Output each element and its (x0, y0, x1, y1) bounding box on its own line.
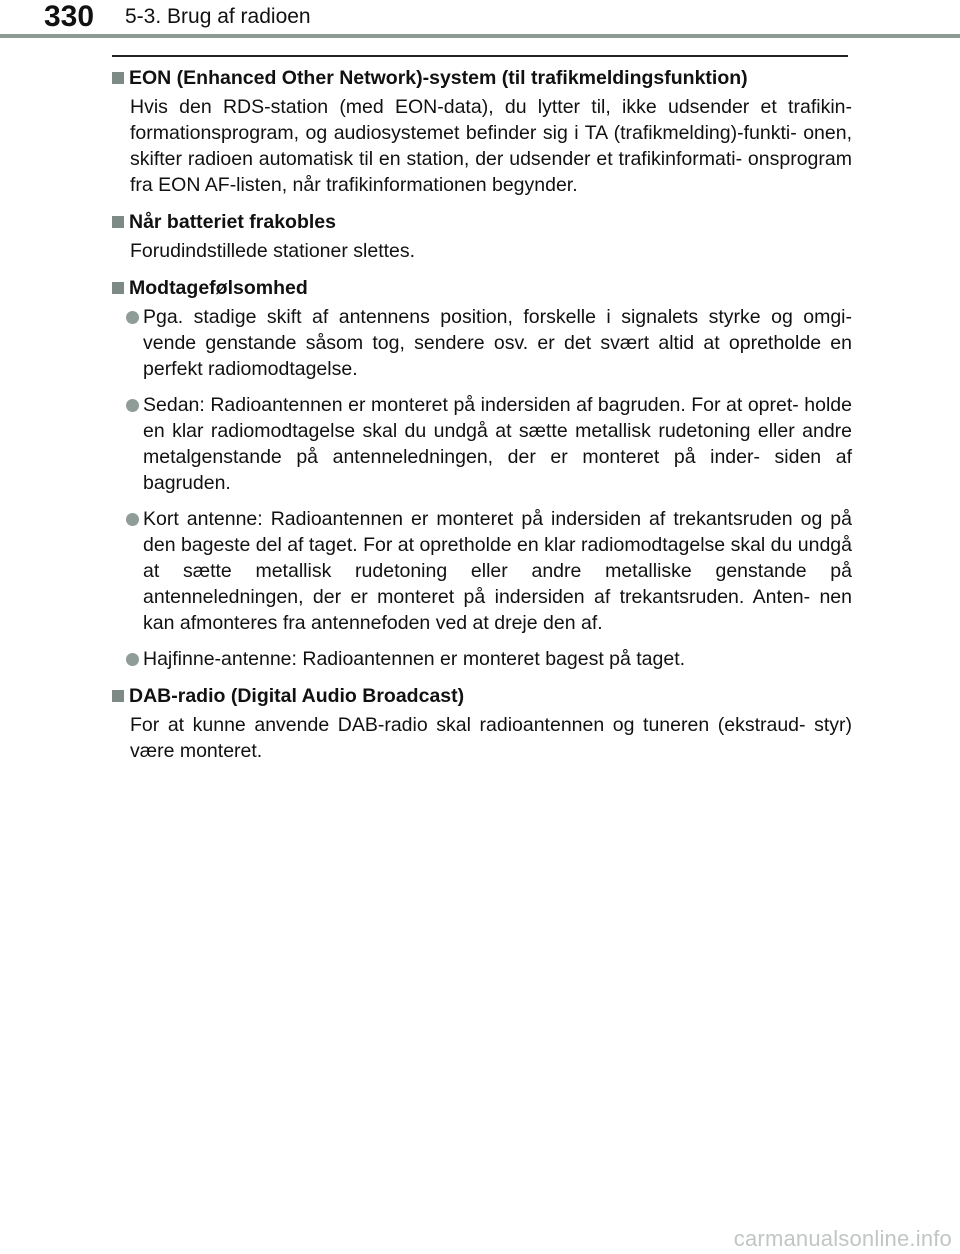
content-top-rule (112, 55, 848, 57)
watermark: carmanualsonline.info (733, 1226, 952, 1251)
square-bullet-icon (112, 72, 124, 84)
heading-sensitivity (112, 274, 852, 302)
paragraph-eon: Hvis den RDS-station (med EON-data), du lytter til, ikke udsender et trafikin- formationsprogram, og audiosystemet befinder sig i TA (trafikmelding)-funkti- onen, skifter radioen automatisk til en station, der udsender et trafikinformati- onsprogram fra EON AF-listen, når trafikinformationen begynder. (130, 96, 852, 196)
circle-bullet-icon (126, 399, 139, 412)
square-bullet-icon (112, 690, 124, 702)
heading-eon (112, 64, 852, 92)
header-rule (0, 34, 960, 38)
bullet-text: Pga. stadige skift af antennens position, forskelle i signalets styrke og omgi- vende genstande såsom tog, sendere osv. er det svært altid at opretholde en perfekt radiomodtagelse. (143, 306, 852, 380)
paragraph-battery: Forudindstillede stationer slettes. (130, 240, 416, 262)
heading-battery-text: Når batteriet frakobles (129, 211, 336, 233)
heading-dab-text: DAB-radio (Digital Audio Broadcast) (129, 685, 465, 707)
circle-bullet-icon (126, 653, 139, 666)
heading-battery (112, 208, 852, 236)
section-title: 5-3. Brug af radioen (125, 5, 311, 28)
square-bullet-icon (112, 216, 124, 228)
heading-eon-text: EON (Enhanced Other Network)-system (til trafikmeldingsfunktion) (129, 67, 748, 89)
heading-sensitivity-text: Modtagefølsomhed (129, 277, 308, 299)
page-content (112, 64, 852, 776)
square-bullet-icon (112, 282, 124, 294)
bullet-text: Kort antenne: Radioantennen er monteret på indersiden af trekantsruden og på den bageste del af taget. For at opretholde en klar radiomodtagelse skal du undgå at sætte metallisk rudetoning eller andre metalliske genstande på antenneledningen, der er monteret på indersiden af trekantsruden. Anten- nen kan afmonteres fra antennefoden ved at dreje den af. (143, 508, 852, 634)
list-item (126, 392, 852, 496)
paragraph-dab: For at kunne anvende DAB-radio skal radioantennen og tuneren (ekstraud- styr) være monteret. (130, 714, 852, 762)
bullet-text: Hajfinne-antenne: Radioantennen er monteret bagest på taget. (143, 648, 686, 670)
list-item (126, 646, 852, 672)
heading-dab (112, 682, 852, 710)
circle-bullet-icon (126, 311, 139, 324)
list-item (126, 304, 852, 382)
bullet-text: Sedan: Radioantennen er monteret på indersiden af bagruden. For at opret- holde en klar radiomodtagelse skal du undgå at sætte metallisk rudetoning eller andre metalgenstande på antenneledningen, der er monteret på inder- siden af bagruden. (143, 394, 852, 494)
circle-bullet-icon (126, 513, 139, 526)
page-number: 330 (44, 0, 95, 33)
list-item (126, 506, 852, 636)
